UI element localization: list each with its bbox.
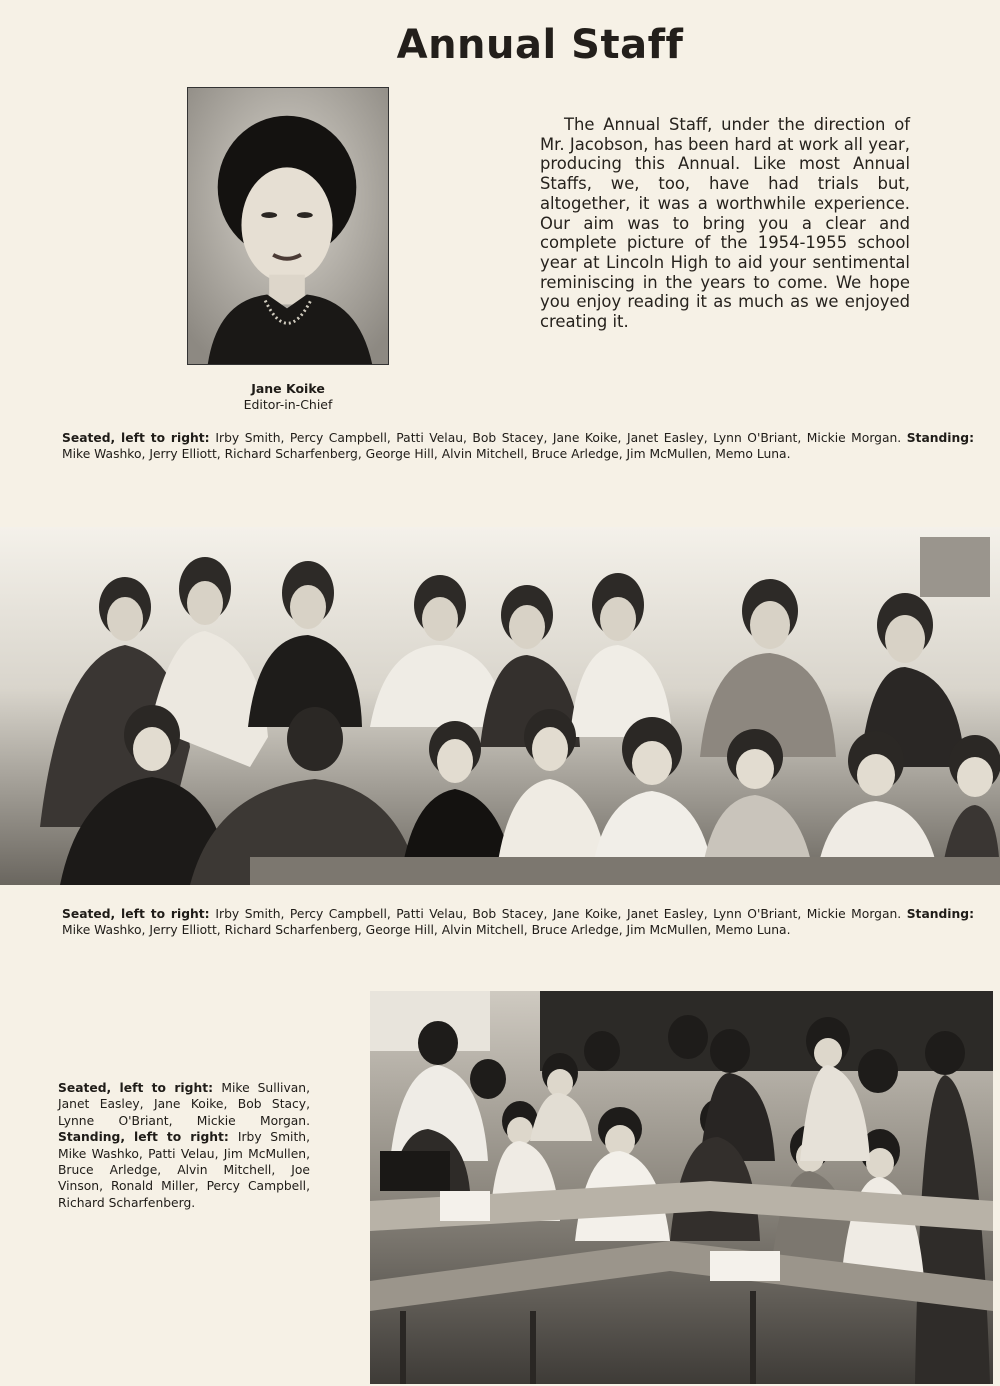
standing-names: Irby Smith, Mike Washko, Patti Velau, Jim McMullen, Bruce Arledge, Alvin Mitchell, Joe Vinson, Ronald Miller, Percy Campbell, Richard Scharfenberg. [58,1130,310,1210]
seated-label: Seated, left to right: [58,1081,222,1095]
standing-label: Standing, left to right: [58,1130,238,1145]
staff-group-photo [0,527,1000,885]
seated-label: Seated, left to right: [62,907,216,921]
editor-portrait-photo [187,87,389,365]
page-title: Annual Staff [396,22,684,68]
group-photo-caption-top [62,430,974,463]
standing-label: Standing: [906,431,974,445]
portrait-role: Editor-in-Chief [243,397,333,412]
standing-names: Mike Washko, Jerry Elliott, Richard Scharfenberg, George Hill, Alvin Mitchell, Bruce Arledge, Jim McMullen, Memo Luna. [62,447,791,462]
seated-names: Mike Sullivan, Janet Easley, Jane Koike, Bob Stacy, Lynne O'Briant, Mickie Morgan. [58,1081,310,1128]
standing-label: Standing: [906,907,974,921]
work-photo-caption [58,1080,310,1211]
seated-names: Irby Smith, Percy Campbell, Patti Velau, Bob Stacey, Jane Koike, Janet Easley, Lynn O'Briant, Mickie Morgan. [215,907,907,921]
group-photo-caption-bottom [62,906,974,939]
standing-names: Mike Washko, Jerry Elliott, Richard Scharfenberg, George Hill, Alvin Mitchell, Bruce Arledge, Jim McMullen, Memo Luna. [62,923,791,938]
portrait-name: Jane Koike [251,381,325,396]
staff-work-photo [370,991,993,1384]
portrait-caption [187,381,389,413]
seated-names: Irby Smith, Percy Campbell, Patti Velau, Bob Stacey, Jane Koike, Janet Easley, Lynn O'Briant, Mickie Morgan. [215,431,907,445]
intro-paragraph: The Annual Staff, under the direction of Mr. Jacobson, has been hard at work all year, producing this Annual. Like most Annual Staffs, we, too, have had trials but, altogether, it was a worthwhile experience. Our aim was to bring you a clear and complete picture of the 1954-1955 school year at Lincoln High to aid your sentimental reminiscing in the years to come. We hope you enjoy reading it as much as we enjoyed creating it. [540,115,910,332]
seated-label: Seated, left to right: [62,431,216,445]
